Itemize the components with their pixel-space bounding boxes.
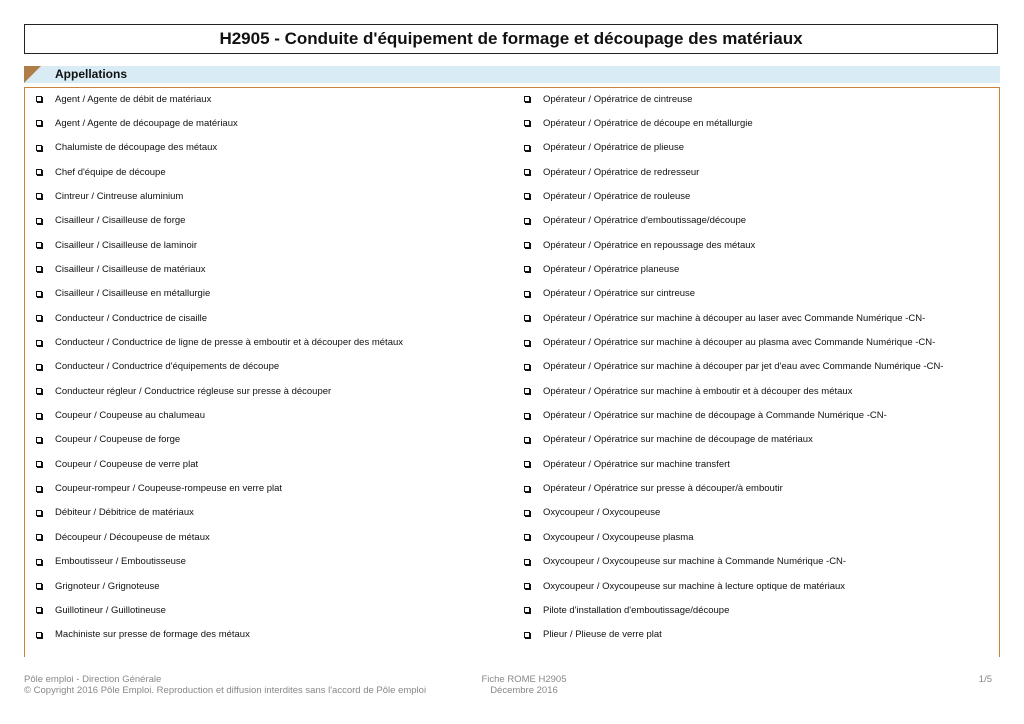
checkbox-icon xyxy=(36,120,42,126)
checkbox-icon xyxy=(524,218,530,224)
checkbox-icon xyxy=(36,340,42,346)
checkbox-icon xyxy=(524,315,530,321)
appellation-item xyxy=(25,164,166,180)
appellation-item xyxy=(25,359,279,375)
appellation-label: Opérateur / Opératrice sur machine à découper au plasma avec Commande Numérique -CN- xyxy=(543,337,936,348)
appellation-item xyxy=(513,529,694,545)
appellation-label: Cisailleur / Cisailleuse de matériaux xyxy=(55,263,206,275)
checkbox-icon xyxy=(36,145,42,151)
appellation-label: Découpeur / Découpeuse de métaux xyxy=(55,531,210,543)
appellation-label: Coupeur-rompeur / Coupeuse-rompeuse en verre plat xyxy=(55,483,283,495)
appellation-item xyxy=(513,140,684,156)
checkbox-icon xyxy=(36,364,42,370)
appellation-item xyxy=(25,481,282,497)
appellation-item xyxy=(513,456,730,472)
appellation-item xyxy=(513,578,845,594)
appellation-item xyxy=(513,383,852,399)
checkbox-icon xyxy=(36,266,42,272)
checkbox-icon xyxy=(36,242,42,248)
appellation-item xyxy=(513,554,846,570)
appellation-item xyxy=(513,286,695,302)
footer-page-number: 1/5 xyxy=(978,674,992,685)
appellation-label: Opérateur / Opératrice de découpe en métallurgie xyxy=(543,117,753,129)
appellation-item xyxy=(25,432,180,448)
footer-fiche-code: Fiche ROME H2905 xyxy=(481,674,567,685)
appellation-label: Oxycoupeur / Oxycoupeuse xyxy=(543,507,661,519)
appellation-item xyxy=(513,408,887,424)
appellation-label: Opérateur / Opératrice sur machine de découpage de matériaux xyxy=(543,434,813,446)
checkbox-icon xyxy=(36,169,42,175)
appellation-item xyxy=(25,627,250,643)
checkbox-icon xyxy=(524,340,530,346)
section-header xyxy=(24,66,1000,83)
appellation-label: Cintreur / Cintreuse aluminium xyxy=(55,190,184,202)
appellation-item xyxy=(513,627,662,643)
appellation-label: Opérateur / Opératrice sur machine transfert xyxy=(543,458,730,470)
triangle-icon xyxy=(24,66,41,83)
footer-copyright: © Copyright 2016 Pôle Emploi. Reproduction et diffusion interdites sans l'accord de Pôle emploi xyxy=(24,685,427,696)
checkbox-icon xyxy=(36,510,42,516)
appellation-item xyxy=(513,91,692,107)
appellation-label: Opérateur / Opératrice sur machine à découper par jet d'eau avec Commande Numérique -CN- xyxy=(543,361,944,373)
checkbox-icon xyxy=(524,437,530,443)
appellation-item xyxy=(513,505,660,521)
appellation-label: Pilote d'installation d'emboutissage/découpe xyxy=(543,604,730,616)
checkbox-icon xyxy=(524,388,530,394)
appellation-item xyxy=(25,237,197,253)
appellation-item xyxy=(513,188,690,204)
appellation-label: Conducteur / Conductrice de cisaille xyxy=(55,312,208,324)
appellation-item xyxy=(25,213,185,229)
appellation-label: Cisailleur / Cisailleuse de laminoir xyxy=(55,239,198,251)
footer-fiche xyxy=(480,674,568,696)
checkbox-icon xyxy=(524,486,530,492)
appellation-label: Coupeur / Coupeuse de forge xyxy=(55,434,181,446)
section-title: Appellations xyxy=(55,67,128,81)
appellation-label: Plieur / Plieuse de verre plat xyxy=(543,629,662,641)
appellation-item xyxy=(513,335,935,351)
checkbox-icon xyxy=(36,583,42,589)
checkbox-icon xyxy=(524,266,530,272)
appellation-label: Opérateur / Opératrice d'emboutissage/découpe xyxy=(543,215,747,227)
appellation-item xyxy=(25,286,210,302)
appellation-item xyxy=(25,261,205,277)
appellation-label: Opérateur / Opératrice de cintreuse xyxy=(543,93,693,105)
appellation-label: Opérateur / Opératrice de plieuse xyxy=(543,142,684,154)
checkbox-icon xyxy=(524,145,530,151)
appellation-label: Conducteur régleur / Conductrice régleuse sur presse à découper xyxy=(55,385,332,397)
appellation-item xyxy=(25,554,186,570)
appellation-label: Grignoteur / Grignoteuse xyxy=(55,580,160,592)
appellation-item xyxy=(25,91,211,107)
appellations-panel xyxy=(24,87,1000,657)
appellation-label: Opérateur / Opératrice de redresseur xyxy=(543,166,700,178)
appellation-label: Opérateur / Opératrice en repoussage des métaux xyxy=(543,239,756,251)
checkbox-icon xyxy=(524,364,530,370)
checkbox-icon xyxy=(524,169,530,175)
appellation-label: Opérateur / Opératrice sur cintreuse xyxy=(543,288,696,300)
appellation-item xyxy=(25,578,160,594)
appellation-label: Cisailleur / Cisailleuse de forge xyxy=(55,215,186,227)
checkbox-icon xyxy=(524,461,530,467)
checkbox-icon xyxy=(36,607,42,613)
appellation-item xyxy=(25,310,207,326)
appellation-label: Opérateur / Opératrice sur machine à découper au laser avec Commande Numérique -CN- xyxy=(543,312,926,324)
appellation-item xyxy=(513,261,679,277)
checkbox-icon xyxy=(36,413,42,419)
checkbox-icon xyxy=(36,315,42,321)
footer-org-line1: Pôle emploi - Direction Générale xyxy=(24,674,162,685)
checkbox-icon xyxy=(524,607,530,613)
appellation-item xyxy=(513,213,746,229)
checkbox-icon xyxy=(36,291,42,297)
checkbox-icon xyxy=(524,559,530,565)
appellation-label: Oxycoupeur / Oxycoupeuse plasma xyxy=(543,531,694,543)
checkbox-icon xyxy=(524,632,530,638)
checkbox-icon xyxy=(36,388,42,394)
appellation-item xyxy=(513,310,925,326)
page-title: H2905 - Conduite d'équipement de formage et découpage des matériaux xyxy=(24,24,998,54)
appellation-item xyxy=(513,164,699,180)
checkbox-icon xyxy=(36,534,42,540)
appellation-item xyxy=(25,383,331,399)
checkbox-icon xyxy=(36,218,42,224)
appellation-item xyxy=(25,188,183,204)
appellation-label: Emboutisseur / Emboutisseuse xyxy=(55,556,186,568)
appellation-item xyxy=(25,602,166,618)
checkbox-icon xyxy=(524,583,530,589)
appellation-label: Débiteur / Débitrice de matériaux xyxy=(55,507,194,519)
checkbox-icon xyxy=(524,242,530,248)
appellation-item xyxy=(513,432,813,448)
appellation-label: Conducteur / Conductrice d'équipements de découpe xyxy=(55,361,280,373)
checkbox-icon xyxy=(524,193,530,199)
footer-organization xyxy=(24,674,426,696)
appellation-item xyxy=(513,115,753,131)
appellation-label: Opérateur / Opératrice planeuse xyxy=(543,263,680,275)
appellation-item xyxy=(25,115,238,131)
appellation-item xyxy=(25,408,205,424)
appellation-label: Chalumiste de découpage des métaux xyxy=(55,142,218,154)
appellation-item xyxy=(25,456,198,472)
appellation-label: Opérateur / Opératrice sur machine de découpage à Commande Numérique -CN- xyxy=(543,410,887,422)
checkbox-icon xyxy=(524,413,530,419)
checkbox-icon xyxy=(524,534,530,540)
footer-date: Décembre 2016 xyxy=(490,685,558,696)
checkbox-icon xyxy=(524,120,530,126)
appellation-label: Oxycoupeur / Oxycoupeuse sur machine à lecture optique de matériaux xyxy=(543,580,846,592)
checkbox-icon xyxy=(524,510,530,516)
appellation-item xyxy=(513,481,783,497)
appellation-label: Conducteur / Conductrice de ligne de presse à emboutir et à découper des métaux xyxy=(55,337,404,348)
appellation-item xyxy=(25,505,194,521)
appellation-item xyxy=(25,140,217,156)
checkbox-icon xyxy=(36,461,42,467)
checkbox-icon xyxy=(36,632,42,638)
checkbox-icon xyxy=(524,96,530,102)
checkbox-icon xyxy=(36,559,42,565)
appellation-label: Oxycoupeur / Oxycoupeuse sur machine à Commande Numérique -CN- xyxy=(543,556,847,568)
checkbox-icon xyxy=(36,437,42,443)
appellation-label: Opérateur / Opératrice sur machine à emboutir et à découper des métaux xyxy=(543,385,853,397)
appellation-label: Cisailleur / Cisailleuse en métallurgie xyxy=(55,288,211,300)
appellation-label: Coupeur / Coupeuse au chalumeau xyxy=(55,410,205,422)
appellation-label: Chef d'équipe de découpe xyxy=(55,166,166,178)
checkbox-icon xyxy=(524,291,530,297)
appellation-item xyxy=(25,335,403,351)
checkbox-icon xyxy=(36,486,42,492)
appellation-label: Guillotineur / Guillotineuse xyxy=(55,604,166,616)
appellation-item xyxy=(513,602,729,618)
appellation-item xyxy=(513,237,755,253)
appellation-label: Opérateur / Opératrice sur presse à découper/à emboutir xyxy=(543,483,783,495)
appellation-item xyxy=(25,529,210,545)
checkbox-icon xyxy=(36,96,42,102)
appellation-label: Coupeur / Coupeuse de verre plat xyxy=(55,458,199,470)
checkbox-icon xyxy=(36,193,42,199)
appellation-label: Agent / Agente de découpage de matériaux xyxy=(55,117,238,129)
appellation-item xyxy=(513,359,943,375)
appellation-label: Machiniste sur presse de formage des métaux xyxy=(55,629,250,641)
appellation-label: Agent / Agente de débit de matériaux xyxy=(55,93,212,105)
appellation-label: Opérateur / Opératrice de rouleuse xyxy=(543,190,691,202)
